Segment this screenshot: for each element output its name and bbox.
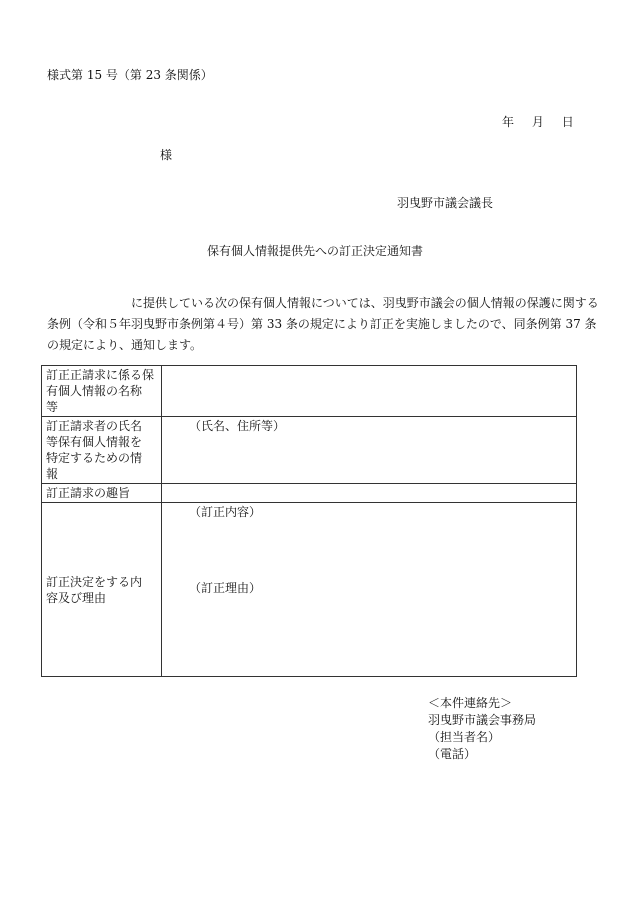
row1-label — [42, 366, 162, 417]
row1-value — [162, 366, 577, 417]
row4-label — [42, 503, 162, 677]
body-text — [47, 293, 599, 356]
row4-label-line: 訂正決定をする内 — [46, 574, 143, 589]
notification-table — [41, 365, 577, 677]
row4-value — [162, 503, 577, 677]
table-row — [42, 484, 577, 503]
contact-block — [428, 695, 536, 763]
row3-value — [162, 484, 577, 503]
form-number: 様式第 15 号（第 23 条関係） — [47, 68, 213, 82]
date-day: 日 — [561, 115, 574, 129]
body-line: 条例（令和５年羽曳野市条例第４号）第 33 条の規定により訂正を実施しましたので、同条例第 37 条 — [47, 317, 597, 331]
row2-label-line: 特定するための情 — [46, 451, 143, 465]
contact-heading: ＜本件連絡先＞ — [428, 696, 513, 710]
table-row — [42, 503, 577, 677]
body-line: に提供している次の保有個人情報については、羽曳野市議会の個人情報の保護に関する — [47, 296, 599, 310]
row4-correction-content: （訂正内容） — [189, 505, 262, 519]
date-year: 年 — [502, 115, 515, 129]
contact-phone: （電話） — [428, 747, 477, 761]
document-title: 保有個人情報提供先への訂正決定通知書 — [207, 244, 424, 258]
row2-label-line: 等保有個人情報を — [46, 435, 143, 449]
row2-value-note: （氏名、住所等） — [189, 419, 286, 433]
contact-person: （担当者名） — [428, 730, 501, 744]
row1-label-line: 有個人情報の名称 — [46, 384, 143, 398]
date-line — [502, 113, 574, 130]
row4-correction-reason: （訂正理由） — [189, 581, 262, 595]
body-line: の規定により、通知します。 — [47, 338, 203, 352]
sender: 羽曳野市議会議長 — [397, 196, 494, 210]
date-month: 月 — [531, 115, 544, 129]
row3-label: 訂正請求の趣旨 — [42, 484, 162, 503]
row4-label-line: 容及び理由 — [46, 590, 107, 605]
addressee: 様 — [160, 148, 173, 162]
row2-label-line: 訂正請求者の氏名 — [46, 419, 143, 433]
row1-label-line: 等 — [46, 400, 59, 414]
table-row — [42, 417, 577, 484]
row2-label-line: 報 — [46, 467, 59, 481]
row2-label — [42, 417, 162, 484]
table-row — [42, 366, 577, 417]
row1-label-line: 訂正正請求に係る保 — [46, 368, 155, 382]
row2-value — [162, 417, 577, 484]
contact-office: 羽曳野市議会事務局 — [428, 713, 537, 727]
